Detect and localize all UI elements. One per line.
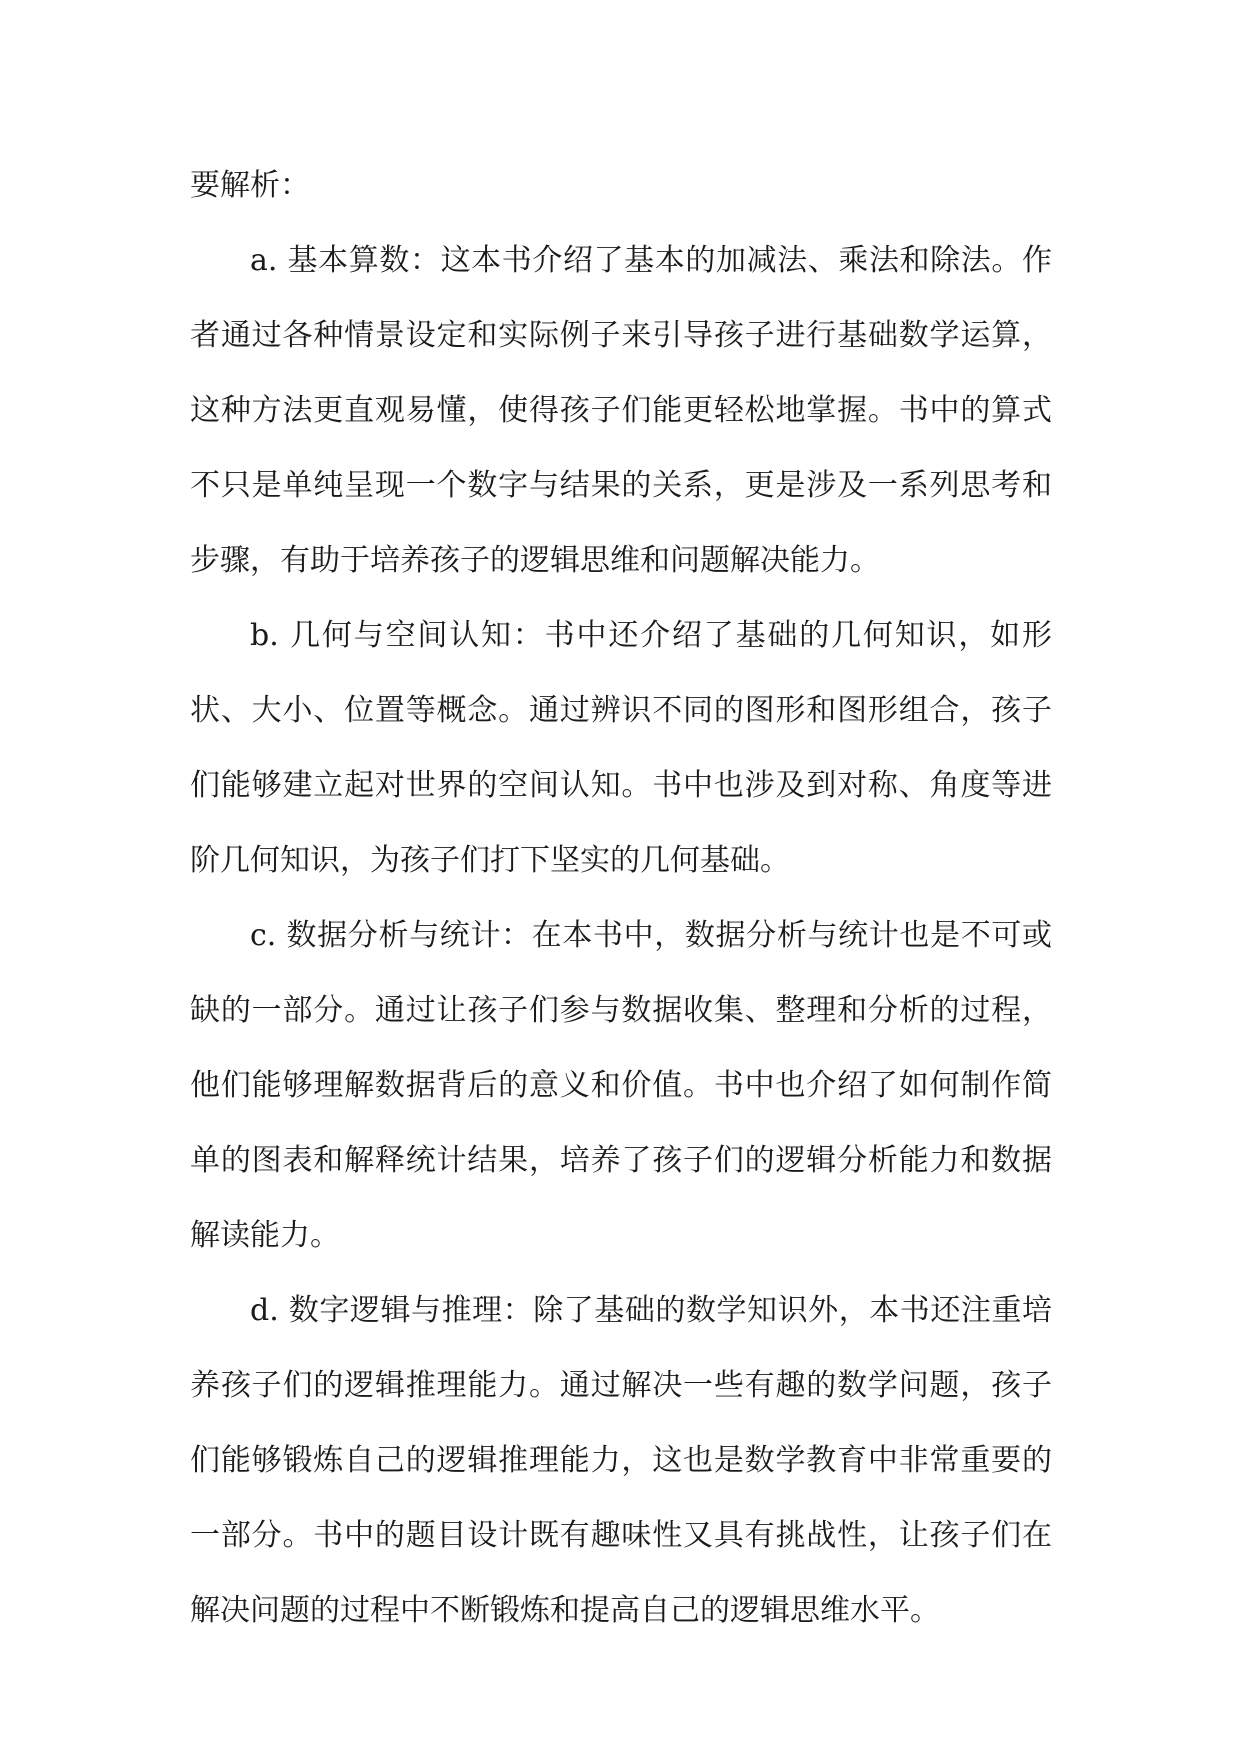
paragraph-geometry-spatial: b. 几何与空间认知：书中还介绍了基础的几何知识，如形状、大小、位置等概念。通过辨识不同的图形和图形组合，孩子们能够建立起对世界的空间认知。书中也涉及到对称、角度等进阶几何知识，为孩子们打下坚实的几何基础。 <box>190 618 1052 878</box>
paragraph-logic-reasoning: d. 数字逻辑与推理：除了基础的数学知识外，本书还注重培养孩子们的逻辑推理能力。通过解决一些有趣的数学问题，孩子们能够锻炼自己的逻辑推理能力，这也是数学教育中非常重要的一部分。书中的题目设计既有趣味性又具有挑战性，让孩子们在解决问题的过程中不断锻炼和提高自己的逻辑思维水平。 <box>190 1293 1052 1628</box>
body-text <box>190 148 1052 1648</box>
paragraph-data-statistics: c. 数据分析与统计：在本书中，数据分析与统计也是不可或缺的一部分。通过让孩子们参与数据收集、整理和分析的过程，他们能够理解数据背后的意义和价值。书中也介绍了如何制作简单的图表和解释统计结果，培养了孩子们的逻辑分析能力和数据解读能力。 <box>190 918 1052 1253</box>
lead-line: 要解析： <box>190 168 310 203</box>
paragraph-basic-arithmetic: a. 基本算数：这本书介绍了基本的加减法、乘法和除法。作者通过各种情景设定和实际例子来引导孩子进行基础数学运算，这种方法更直观易懂，使得孩子们能更轻松地掌握。书中的算式不只是单纯呈现一个数字与结果的关系，更是涉及一系列思考和步骤，有助于培养孩子的逻辑思维和问题解决能力。 <box>190 243 1052 578</box>
